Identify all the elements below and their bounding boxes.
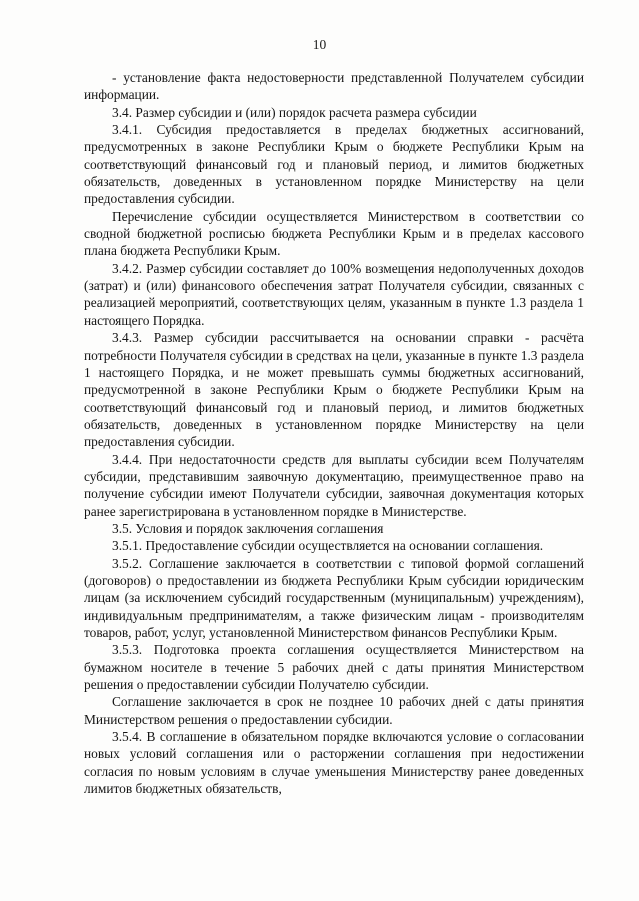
paragraph-unreliable-info: - установление факта недостоверности представленной Получателем субсидии информации. bbox=[84, 70, 584, 103]
document-body bbox=[84, 69, 584, 797]
paragraph-3-5-2: 3.5.2. Соглашение заключается в соответствии с типовой формой соглашений (договоров) о предоставлении из бюджета Республики Крым субсидии юридическим лицам (за исключением субсидий государственным (муниципальным) учреждениям), индивидуальным предпринимателям, а также физическим лицам - производителям товаров, работ, услуг, установленной Министерством финансов Республики Крым. bbox=[84, 555, 584, 640]
paragraph-3-4-4: 3.4.4. При недостаточности средств для выплаты субсидии всем Получателям субсидии, представившим заявочную документацию, преимущественное право на получение субсидии имеют Получатели субсидии, заявочная документация которых ранее зарегистрирована в установленном порядке в Министерстве. bbox=[84, 451, 584, 519]
paragraph-transfer: Перечисление субсидии осуществляется Министерством в соответствии со сводной бюджетной росписью бюджета Республики Крым и в пределах кассового плана бюджета Республики Крым. bbox=[84, 208, 584, 259]
paragraph-3-4-3: 3.4.3. Размер субсидии рассчитывается на основании справки - расчёта потребности Получателя субсидии в средствах на цели, указанные в пункте 1.3 раздела 1 настоящего Порядка, и не может превышать суммы бюджетных ассигнований, предусмотренной в законе Республики Крым о бюджете Республики Крым на соответствующий финансовый год и плановый период, и лимитов бюджетных обязательств, доведенных в установленном порядке Министерству на цели предоставления субсидии. bbox=[84, 330, 584, 450]
paragraph-3-4-2: 3.4.2. Размер субсидии составляет до 100% возмещения недополученных доходов (затрат) и (или) финансового обеспечения затрат Получателя субсидии, связанных с реализацией мероприятий, соответствующих целям, указанным в пункте 1.3 раздела 1 настоящего Порядка. bbox=[84, 260, 584, 328]
paragraph-3-5-1: 3.5.1. Предоставление субсидии осуществляется на основании соглашения. bbox=[112, 538, 544, 554]
paragraph-3-4-1: 3.4.1. Субсидия предоставляется в пределах бюджетных ассигнований, предусмотренных в законе Республики Крым о бюджете Республики Крым на соответствующий финансовый год и плановый период, и лимитов бюджетных обязательств, доведенных в установленном порядке Министерству на цели предоставления субсидии. bbox=[84, 122, 584, 207]
paragraph-3-5-3: 3.5.3. Подготовка проекта соглашения осуществляется Министерством на бумажном носителе в течение 5 рабочих дней с даты принятия Министерством решения о предоставлении субсидии Получателю субсидии. bbox=[84, 642, 584, 693]
paragraph-agreement-term: Соглашение заключается в срок не позднее 10 рабочих дней с даты принятия Министерством решения о предоставлении субсидии. bbox=[84, 694, 584, 727]
page-number: 10 bbox=[312, 37, 327, 52]
heading-3-4: 3.4. Размер субсидии и (или) порядок расчета размера субсидии bbox=[112, 104, 477, 120]
heading-3-5: 3.5. Условия и порядок заключения соглашения bbox=[112, 520, 384, 536]
paragraph-3-5-4: 3.5.4. В соглашение в обязательном порядке включаются условие о согласовании новых условий соглашения или о расторжении соглашения при недостижении согласия по новым условиям в случае уменьшения Министерству ранее доведенных лимитов бюджетных обязательств, bbox=[84, 729, 584, 797]
